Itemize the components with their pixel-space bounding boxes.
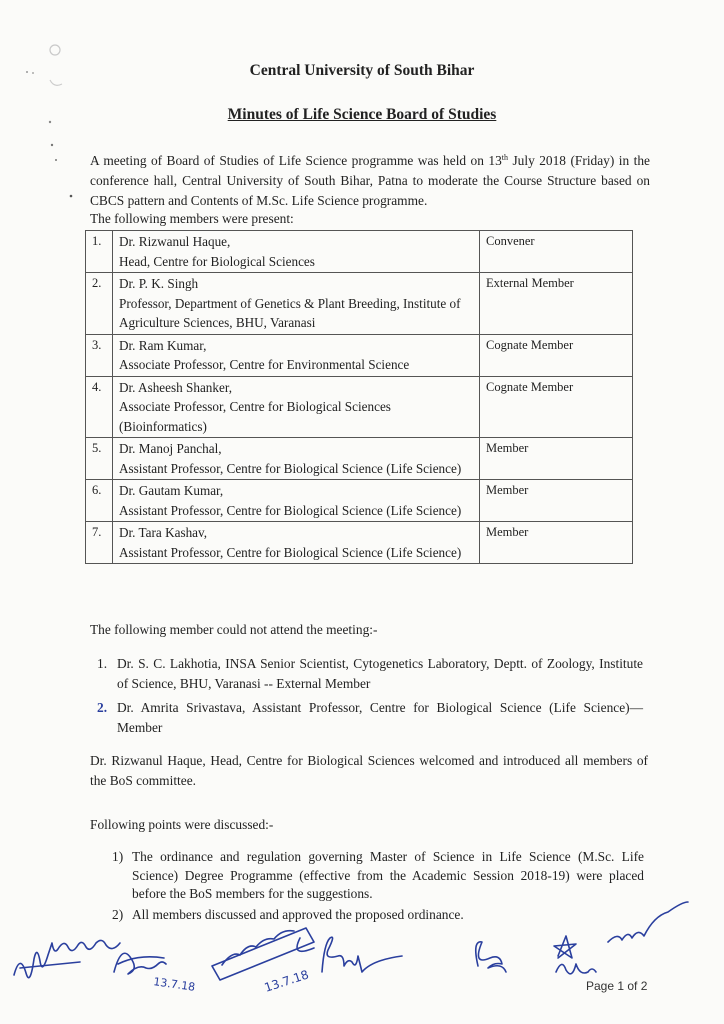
member-number: 6.: [86, 480, 113, 522]
signature-1: [14, 940, 120, 977]
absent-label: The following member could not attend the meeting:-: [90, 622, 378, 637]
member-role: External Member: [480, 273, 633, 335]
signature-4: [322, 937, 402, 972]
intro-paragraph: [90, 151, 650, 211]
member-name: Dr. Tara Kashav,: [119, 525, 208, 540]
table-row: [86, 273, 633, 335]
member-details: Professor, Department of Genetics & Plant Breeding, Institute of Agriculture Sciences, BHU, Varanasi: [119, 295, 461, 330]
member-details: Associate Professor, Centre for Biological Sciences (Bioinformatics): [119, 399, 391, 434]
member-role: Member: [480, 480, 633, 522]
member-cell: [113, 376, 480, 438]
member-name: Dr. P. K. Singh: [119, 276, 199, 291]
members-present-label: The following members were present:: [90, 211, 294, 226]
list-text: The ordinance and regulation governing Master of Science in Life Science (M.Sc. Life Science) Degree Programme (effective from the Academic Session 2018-19) were placed before the BoS members for the suggestions.: [132, 849, 644, 901]
member-name: Dr. Asheesh Shanker,: [119, 379, 233, 395]
member-cell: [113, 231, 480, 273]
member-details: Assistant Professor, Centre for Biological Science (Life Science): [119, 544, 462, 560]
document-title: Minutes of Life Science Board of Studies: [227, 106, 497, 123]
intro-part1: A meeting of Board of Studies of Life Science programme was held on 13: [90, 153, 502, 168]
members-table: [85, 230, 633, 564]
table-row: [86, 522, 633, 564]
member-role: Cognate Member: [480, 376, 633, 438]
list-item: [112, 906, 644, 925]
table-row: [86, 438, 633, 480]
member-name: Dr. Ram Kumar,: [119, 337, 207, 353]
member-role: Cognate Member: [480, 334, 633, 376]
signature-date-2: 13.7.18: [262, 967, 311, 995]
member-cell: [113, 480, 480, 522]
member-details: Associate Professor, Centre for Environmental Science: [119, 357, 410, 372]
member-details: Assistant Professor, Centre for Biological Science (Life Science): [119, 502, 462, 518]
list-text: Dr. S. C. Lakhotia, INSA Senior Scientist, Cytogenetics Laboratory, Deptt. of Zoology, Institute of Science, BHU, Varanasi -- External Member: [117, 656, 643, 691]
signature-3: [212, 928, 314, 980]
member-details: Assistant Professor, Centre for Biological Science (Life Science): [119, 460, 462, 476]
intro-part2: July 2018 (Friday) in the conference hall, Central University of South Bihar, Patna to moderate the Course Structure based on CBCS pattern and Contents of M.Sc. Life Science programme.: [90, 153, 650, 208]
list-marker: 1.: [97, 656, 108, 671]
member-cell: [113, 273, 480, 335]
list-marker: 2): [112, 906, 124, 922]
member-cell: [113, 522, 480, 564]
signature-6: [554, 936, 576, 958]
list-marker: 2.: [97, 700, 108, 715]
intro-superscript: th: [501, 153, 509, 162]
member-number: 5.: [86, 438, 113, 480]
member-details: Head, Centre for Biological Sciences: [119, 253, 315, 269]
welcome-paragraph: Dr. Rizwanul Haque, Head, Centre for Biological Sciences welcomed and introduced all members of the BoS committee.: [90, 753, 648, 788]
member-number: 7.: [86, 522, 113, 564]
member-number: 4.: [86, 376, 113, 438]
page-number: Page 1 of 2: [586, 979, 648, 993]
table-row: [86, 231, 633, 273]
member-cell: [113, 438, 480, 480]
university-name: Central University of South Bihar: [249, 62, 475, 79]
member-name: Dr. Gautam Kumar,: [119, 483, 224, 498]
signature-5: [476, 942, 506, 972]
signature-date-1: 13.7.18: [152, 975, 196, 994]
discussion-label: Following points were discussed:-: [90, 817, 274, 832]
member-role: Member: [480, 438, 633, 480]
member-cell: [113, 334, 480, 376]
member-name: Dr. Manoj Panchal,: [119, 441, 222, 456]
member-role: Member: [480, 522, 633, 564]
table-row: [86, 376, 633, 438]
list-text: Dr. Amrita Srivastava, Assistant Professor, Centre for Biological Science (Life Science)—Member: [117, 700, 643, 735]
member-number: 2.: [86, 273, 113, 335]
member-name: Dr. Rizwanul Haque,: [119, 234, 231, 249]
signature-2: [114, 953, 166, 974]
list-text: All members discussed and approved the proposed ordinance.: [132, 906, 464, 922]
member-number: 3.: [86, 334, 113, 376]
discussion-list: [112, 848, 644, 926]
table-row: [86, 480, 633, 522]
list-item: [112, 848, 644, 904]
absent-list: [97, 654, 643, 742]
list-item: [97, 698, 643, 738]
table-row: [86, 334, 633, 376]
member-role: Convener: [480, 231, 633, 273]
list-marker: 1): [112, 849, 124, 864]
member-number: 1.: [86, 231, 113, 273]
list-item: [97, 654, 643, 694]
